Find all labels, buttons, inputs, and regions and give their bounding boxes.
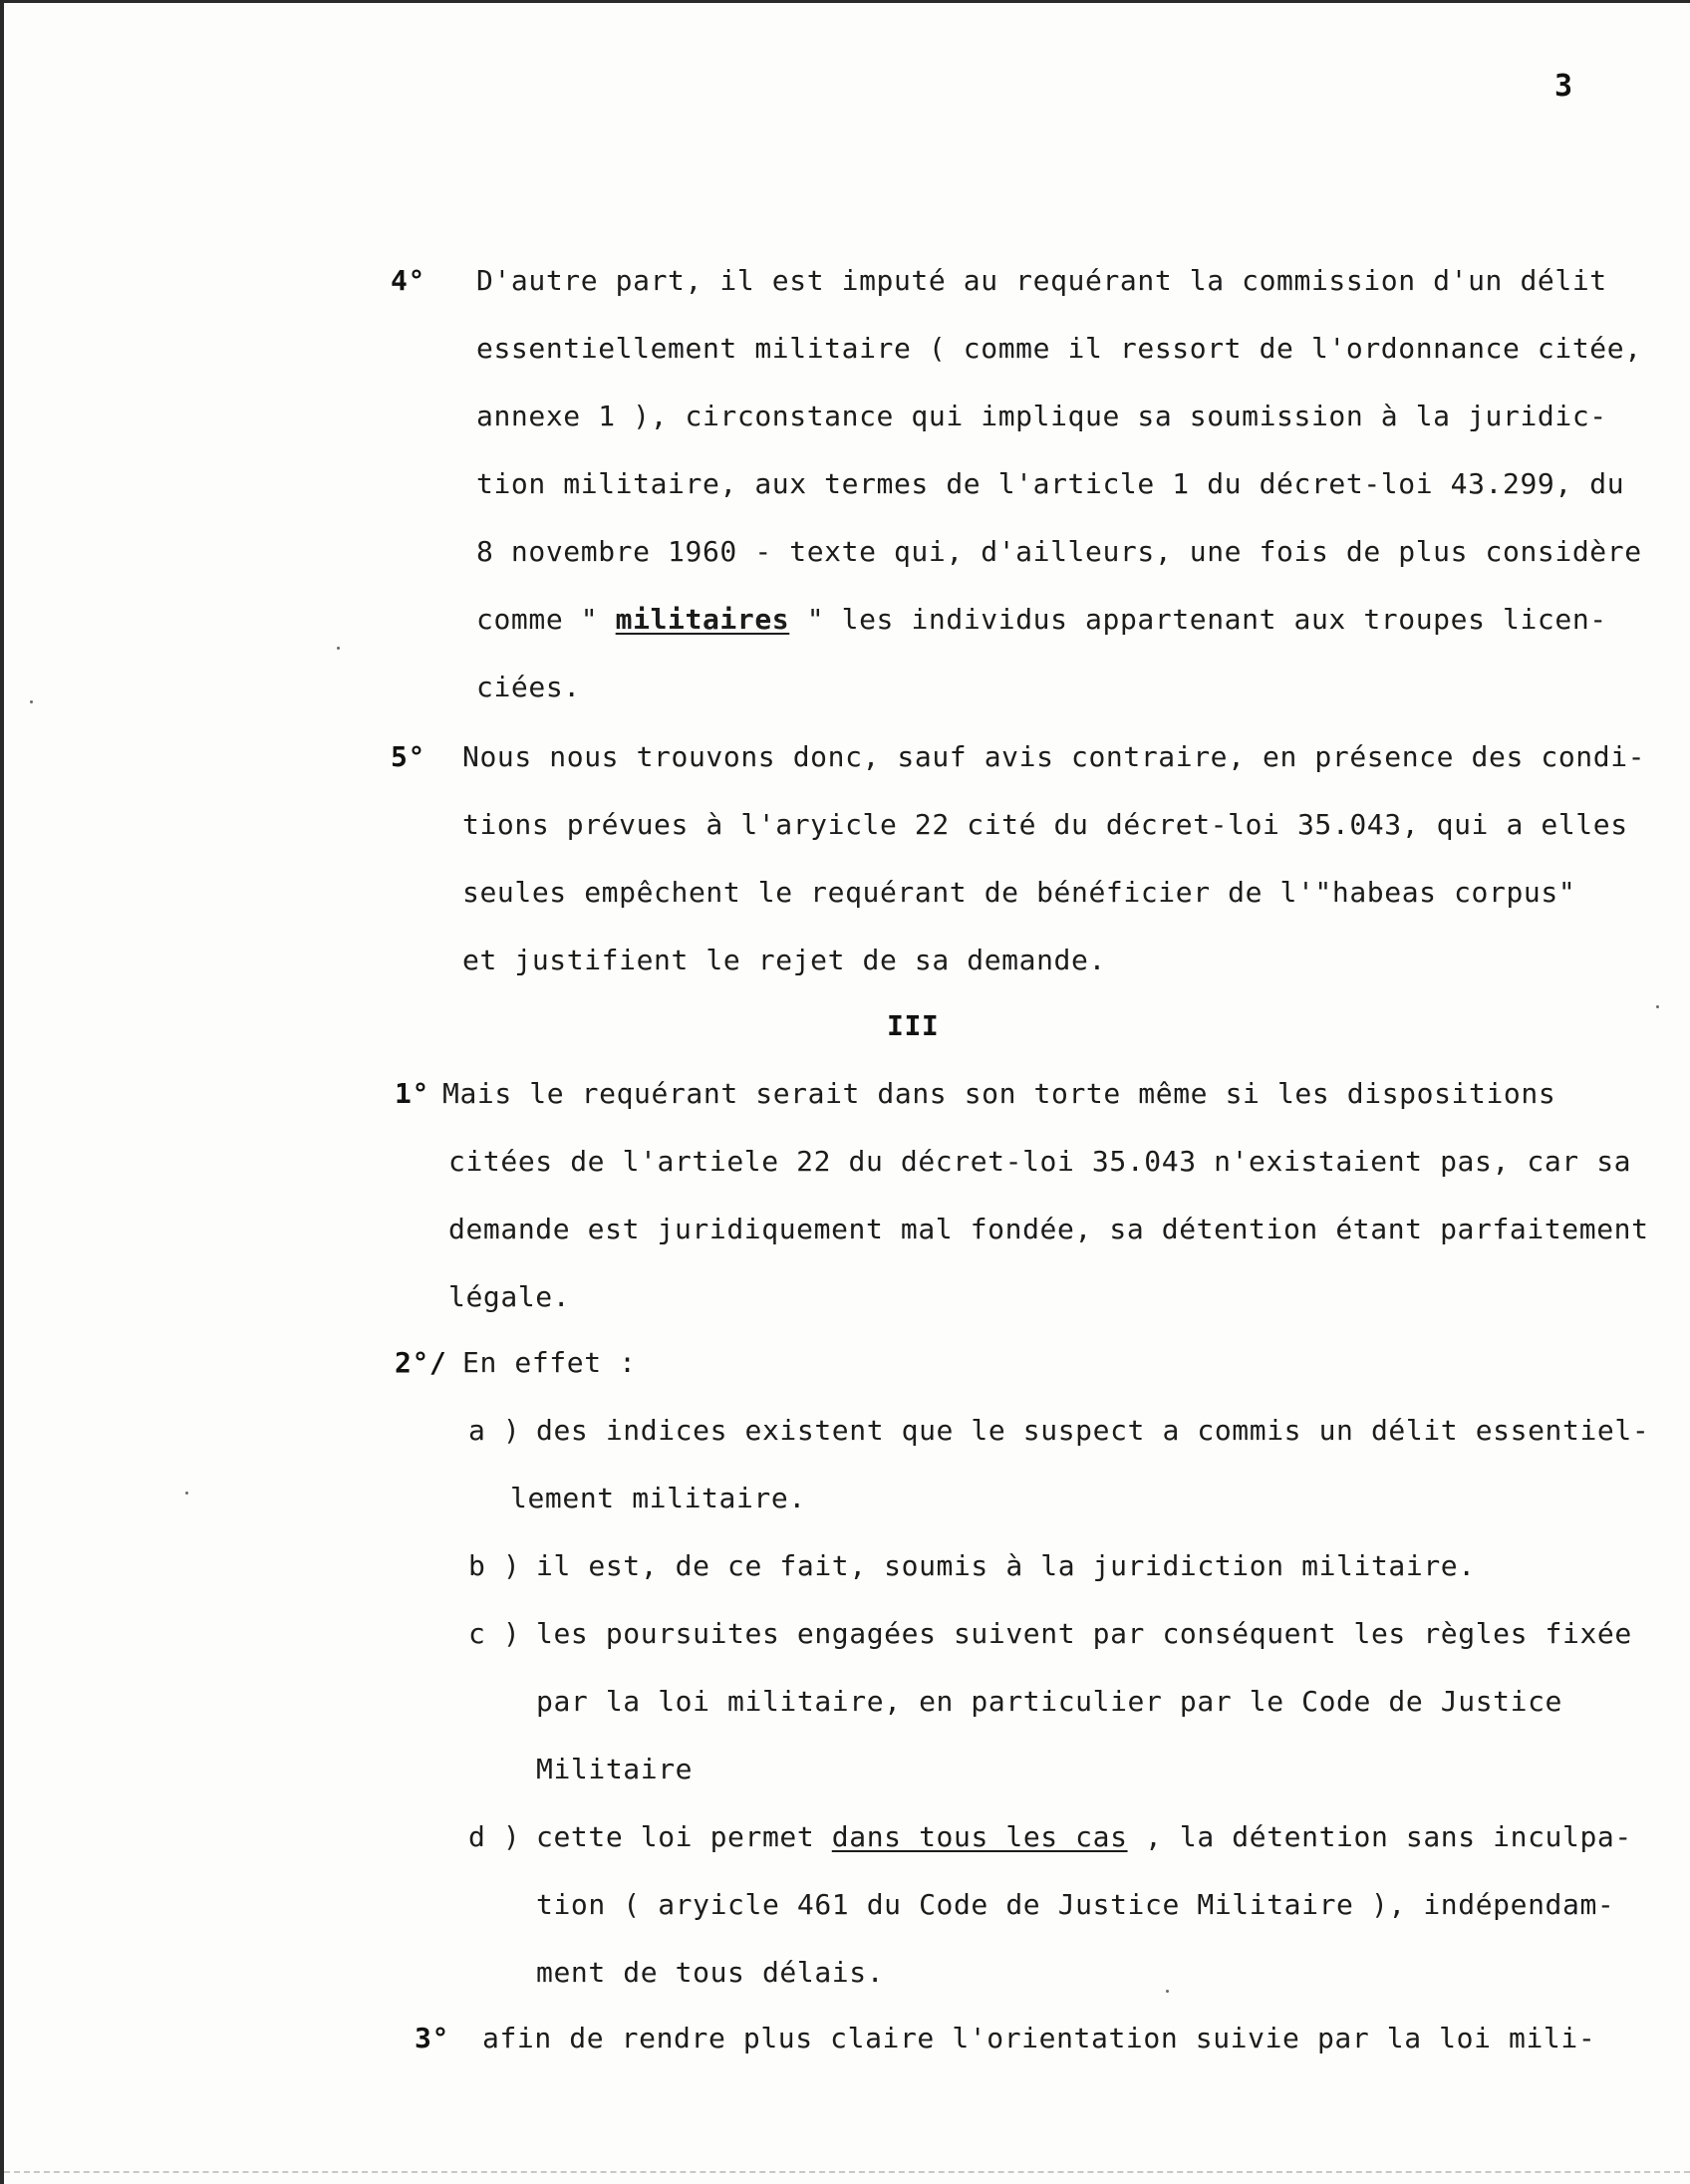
paragraph-number: 5° <box>391 740 425 773</box>
scan-speck <box>185 1492 188 1495</box>
scan-speck <box>1656 1005 1659 1008</box>
text-line: par la loi militaire, en particulier par le Code de Justice <box>536 1685 1562 1718</box>
text-line: il est, de ce fait, soumis à la juridiction militaire. <box>536 1549 1476 1582</box>
text-line: tion ( aryicle 461 du Code de Justice Militaire ), indépendam- <box>536 1888 1615 1921</box>
scan-bottom-edge <box>4 2171 1690 2175</box>
underlined-phrase: dans tous les cas <box>831 1820 1128 1853</box>
text-line: 8 novembre 1960 - texte qui, d'ailleurs, une fois de plus considère <box>476 535 1642 568</box>
text-line: demande est juridiquement mal fondée, sa détention étant parfaitement <box>448 1213 1649 1245</box>
text-line: D'autre part, il est imputé au requérant la commission d'un délit <box>476 264 1607 297</box>
paragraph-number: 4° <box>391 264 425 297</box>
page-number: 3 <box>1554 69 1573 104</box>
text-line: Militaire <box>536 1753 694 1785</box>
text-line: afin de rendre plus claire l'orientation suivie par la loi mili- <box>482 2022 1596 2054</box>
scan-speck <box>337 647 340 650</box>
text-line: seules empêchent le requérant de bénéficier de l'"habeas corpus" <box>462 876 1576 909</box>
text-line <box>476 603 1607 637</box>
text-line: ment de tous délais. <box>536 1956 885 1989</box>
underlined-word: militaires <box>615 603 790 636</box>
scan-speck <box>30 700 33 703</box>
text-line: ciées. <box>476 671 581 703</box>
text-line: et justifient le rejet de sa demande. <box>462 944 1106 976</box>
item-number: 3° <box>415 2022 449 2054</box>
text-line: annexe 1 ), circonstance qui implique sa soumission à la juridic- <box>476 400 1607 432</box>
list-label: a ) <box>468 1414 521 1447</box>
text-line: les poursuites engagées suivent par conséquent les règles fixée <box>536 1617 1632 1650</box>
item-number: 2°/ <box>395 1346 447 1379</box>
text-fragment: cette loi permet <box>536 1820 832 1853</box>
text-fragment: , la détention sans inculpa- <box>1127 1820 1632 1853</box>
text-fragment: comme " <box>476 603 616 636</box>
text-line: des indices existent que le suspect a commis un délit essentiel- <box>536 1414 1650 1447</box>
item-number: 1° <box>395 1077 429 1110</box>
list-label: c ) <box>468 1617 521 1650</box>
list-label: b ) <box>468 1549 521 1582</box>
text-line: Mais le requérant serait dans son torte même si les dispositions <box>442 1077 1556 1110</box>
text-line: En effet : <box>462 1346 637 1379</box>
section-heading: III <box>887 1009 940 1042</box>
text-line: légale. <box>448 1280 571 1313</box>
text-line <box>536 1820 1632 1854</box>
text-line: citées de l'artiele 22 du décret-loi 35.043 n'existaient pas, car sa <box>448 1145 1632 1178</box>
text-fragment: " les individus appartenant aux troupes licen- <box>789 603 1607 636</box>
list-label: d ) <box>468 1820 521 1853</box>
scan-speck <box>1166 1990 1169 1993</box>
text-line: tion militaire, aux termes de l'article 1 du décret-loi 43.299, du <box>476 467 1625 500</box>
text-line: Nous nous trouvons donc, sauf avis contraire, en présence des condi- <box>462 740 1646 773</box>
text-line: essentiellement militaire ( comme il ressort de l'ordonnance citée, <box>476 332 1642 365</box>
text-line: lement militaire. <box>510 1482 806 1514</box>
text-line: tions prévues à l'aryicle 22 cité du décret-loi 35.043, qui a elles <box>462 808 1628 841</box>
